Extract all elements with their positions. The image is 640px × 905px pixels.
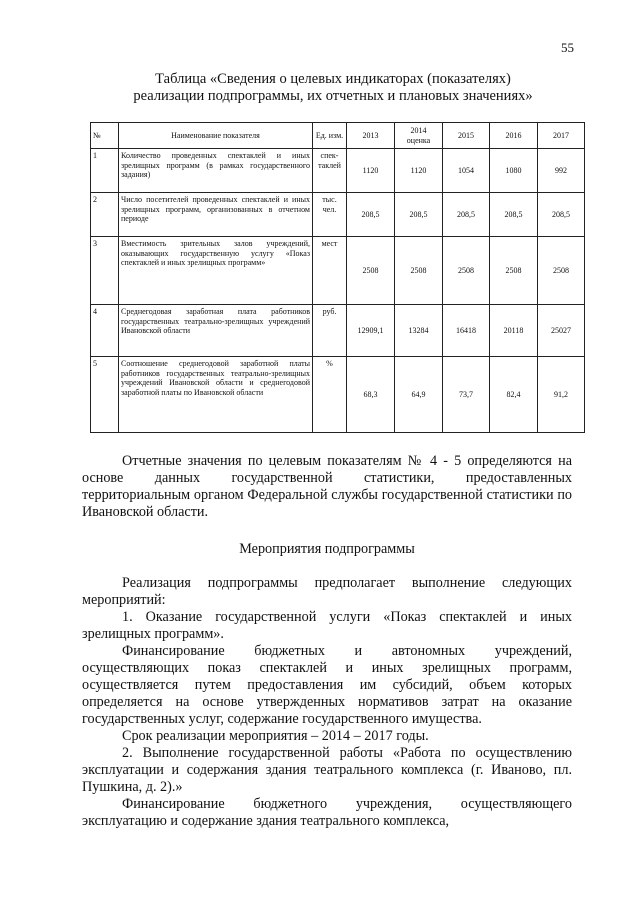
row-value-2017: 91,2 <box>538 357 585 433</box>
row-value-2015: 16418 <box>443 305 490 357</box>
row-num: 5 <box>91 357 119 433</box>
header-unit: Ед. изм. <box>313 123 347 149</box>
row-value-2017: 992 <box>538 149 585 193</box>
row-unit: % <box>313 357 347 433</box>
row-unit: руб. <box>313 305 347 357</box>
row-value-2013: 68,3 <box>347 357 395 433</box>
text-block-measures <box>82 575 572 830</box>
indicators-table <box>90 122 585 433</box>
row-unit: тыс. чел. <box>313 193 347 237</box>
row-name: Число посетителей проведенных спектаклей и иных зрелищных программ, организованных в отчетном периоде <box>119 193 313 237</box>
row-value-2013: 12909,1 <box>347 305 395 357</box>
page-number: 55 <box>561 40 574 55</box>
row-num: 1 <box>91 149 119 193</box>
row-num: 4 <box>91 305 119 357</box>
header-num: № <box>91 123 119 149</box>
paragraph-term: Срок реализации мероприятия – 2014 – 2017 годы. <box>122 728 429 744</box>
paragraph-financing-1: Финансирование бюджетных и автономных учреждений, осуществляющих показ спектаклей и иных зрелищных программ, осуществляется путем предоставления им субсидий, объем которых определяется на основе утвержденных нормативов затрат на оказание государственных услуг, содержание государственного имущества. <box>82 643 572 727</box>
row-value-2015: 208,5 <box>443 193 490 237</box>
row-name: Вместимость зрительных залов учреждений, оказывающих государственную услугу «Показ спектаклей и иных зрелищных программ» <box>119 237 313 305</box>
header-2013: 2013 <box>347 123 395 149</box>
table-title-line-1: Таблица «Сведения о целевых индикаторах (показателях) <box>155 71 511 87</box>
paragraph-intro: Реализация подпрограммы предполагает выполнение следующих мероприятий: <box>82 575 572 608</box>
row-value-2014: 13284 <box>395 305 443 357</box>
row-value-2017: 25027 <box>538 305 585 357</box>
header-2014 <box>395 123 443 149</box>
table-row <box>91 193 585 237</box>
header-name: Наименование показателя <box>119 123 313 149</box>
row-value-2013: 1120 <box>347 149 395 193</box>
table-header-row <box>91 123 585 149</box>
header-2016: 2016 <box>490 123 538 149</box>
table-title <box>88 71 578 105</box>
row-value-2013: 208,5 <box>347 193 395 237</box>
section-heading: Мероприятия подпрограммы <box>239 541 415 557</box>
row-value-2014: 2508 <box>395 237 443 305</box>
table-title-line-2: реализации подпрограммы, их отчетных и плановых значениях» <box>133 88 533 104</box>
header-2017: 2017 <box>538 123 585 149</box>
header-2015: 2015 <box>443 123 490 149</box>
row-value-2016: 1080 <box>490 149 538 193</box>
row-value-2013: 2508 <box>347 237 395 305</box>
row-value-2016: 208,5 <box>490 193 538 237</box>
table-row <box>91 305 585 357</box>
row-value-2017: 208,5 <box>538 193 585 237</box>
row-name: Соотношение среднегодовой заработной платы работников государственных театрально-зрелищных учреждений Ивановской области и среднегодовой заработной платы по Ивановской области <box>119 357 313 433</box>
row-value-2016: 20118 <box>490 305 538 357</box>
row-value-2014: 64,9 <box>395 357 443 433</box>
row-num: 3 <box>91 237 119 305</box>
row-value-2016: 82,4 <box>490 357 538 433</box>
paragraph-financing-2: Финансирование бюджетного учреждения, осуществляющего эксплуатацию и содержание здания театрального комплекса, <box>82 796 572 829</box>
row-name: Количество проведенных спектаклей и иных зрелищных программ (в рамках государственного задания) <box>119 149 313 193</box>
row-value-2015: 73,7 <box>443 357 490 433</box>
text-block-reporting <box>82 453 572 521</box>
table-row <box>91 357 585 433</box>
table-row <box>91 149 585 193</box>
row-value-2015: 1054 <box>443 149 490 193</box>
row-value-2016: 2508 <box>490 237 538 305</box>
row-value-2014: 208,5 <box>395 193 443 237</box>
paragraph-item-1: 1. Оказание государственной услуги «Показ спектаклей и иных зрелищных программ». <box>82 609 572 642</box>
row-value-2014: 1120 <box>395 149 443 193</box>
header-2014-note: оценка <box>406 135 431 145</box>
paragraph-item-2: 2. Выполнение государственной работы «Работа по осуществлению эксплуатации и содержания здания театрального комплекса (г. Иваново, пл. Пушкина, д. 2).» <box>82 745 572 795</box>
header-2014-year: 2014 <box>410 125 427 135</box>
row-unit: мест <box>313 237 347 305</box>
row-value-2015: 2508 <box>443 237 490 305</box>
table-row <box>91 237 585 305</box>
row-unit: спек-таклей <box>313 149 347 193</box>
row-num: 2 <box>91 193 119 237</box>
paragraph-reporting-values: Отчетные значения по целевым показателям № 4 - 5 определяются на основе данных государственной статистики, предоставленных территориальным органом Федеральной службы государственной статистики по Ивановской области. <box>82 453 572 520</box>
row-name: Среднегодовая заработная плата работников государственных театрально-зрелищных учреждений Ивановской области <box>119 305 313 357</box>
row-value-2017: 2508 <box>538 237 585 305</box>
